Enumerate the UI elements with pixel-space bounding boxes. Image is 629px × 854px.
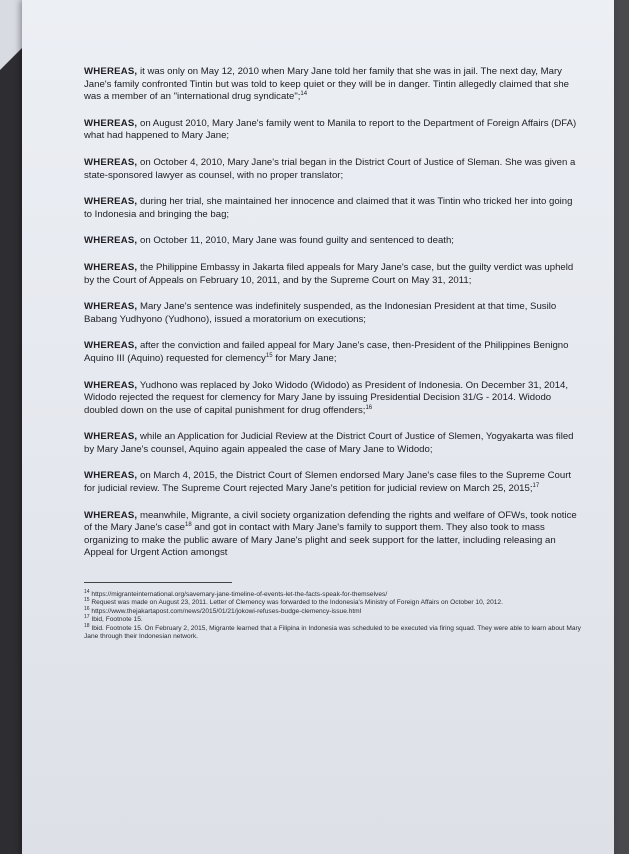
footnote-ref: 16 [365,404,373,411]
paragraph-8: WHEREAS, after the conviction and failed appeal for Mary Jane's case, then-President of the Philippines Benigno Aquino III (Aquino) requested for clemency$^{15}$ for Mary Jane; [84,340,569,364]
footnote-16: $^{16}$ https://www.thejakartapost.com/news/2015/01/21/jokowi-refuses-budge-clemency-issue.html [84,605,362,615]
footnote-18: $^{18}$ Ibid. Footnote 15. On February 2, 2015, Migrante learned that a Filipina in Indonesia was scheduled to be executed via firing squad. They were able to learn about Mary Jane through their Indonesian network. [84,622,581,641]
paragraph-12: WHEREAS, meanwhile, Migrante, a civil society organization defending the rights and welfare of OFWs, took notice of the Mary Jane's case$^{18}$ and got in contact with Mary Jane's family to support them. They also took to mass organizing to make the public aware of Mary Jane's plight and seek support for the latter, including releasing an Appeal for Urgent Action amongst [84,509,577,559]
paragraph-6: WHEREAS, the Philippine Embassy in Jakarta filed appeals for Mary Jane's case, but the guilty verdict was upheld by the Court of Appeals on February 10, 2011, and by the Supreme Court on May 31, 2011; [84,261,574,286]
document-body [84,66,582,641]
footnote-divider [84,582,232,583]
paragraph-5: WHEREAS, on October 11, 2010, Mary Jane was found guilty and sentenced to death; [84,235,454,247]
footnote-ref: 15 [265,352,273,359]
paragraph-7: WHEREAS, Mary Jane's sentence was indefinitely suspended, as the Indonesian President at that time, Susilo Babang Yudhyono (Yudhono), issued a moratorium on executions; [84,301,557,325]
paragraph-4: WHEREAS, during her trial, she maintained her innocence and claimed that it was Tintin who tricked her into going to Indonesia and bringing the bag; [84,196,573,220]
paragraph-3: WHEREAS, on October 4, 2010, Mary Jane's trial began in the District Court of Justice of Sleman. She was given a state-sponsored lawyer as counsel, with no proper translator; [84,156,576,181]
footnote-15: $^{15}$ Request was made on August 23, 2011. Letter of Clemency was forwarded to the Indonesia's Ministry of Foreign Affairs on October 10, 2012. [84,597,503,607]
footnote-ref: 17 [532,482,540,489]
paragraph-9: WHEREAS, Yudhono was replaced by Joko Widodo (Widodo) as President of Indonesia. On December 31, 2014, Widodo rejected the request for clemency for Mary Jane by issuing Presidential Decision 31/G - 2014. Widodo doubled down on the use of capital punishment for drug offenders;$^{16}$ [84,379,569,416]
paragraph-11: WHEREAS, on March 4, 2015, the District Court of Slemen endorsed Mary Jane's case files to the Supreme Court for judicial review. The Supreme Court rejected Mary Jane's petition for judicial review on March 25, 2015;$^{17}$ [84,470,572,495]
footnote-ref: 14 [300,91,308,97]
footnote-14: $^{14}$ https://migranteinternational.org/savemary-jane-timeline-of-events-let-the-facts-speak-for-themselves/ [84,588,388,599]
footnote-ref: 18 [185,522,192,529]
paragraph-10: WHEREAS, while an Application for Judicial Review at the District Court of Justice of Slemen, Yogyakarta was filed by Mary Jane's counsel, Aquino again appealed the case of Mary Jane to Widodo; [84,431,574,455]
document-page [22,0,614,854]
paragraph-2: WHEREAS, on August 2010, Mary Jane's family went to Manila to report to the Department of Foreign Affairs (DFA) what had happened to Mary Jane; [84,117,577,142]
footnote-17: $^{17}$ Ibid, Footnote 15. [84,614,143,624]
paragraph-1: WHEREAS, it was only on May 12, 2010 when Mary Jane told her family that she was in jail. The next day, Mary Jane's family confronted Tintin but was told to keep quiet or they will be in danger. Tintin allegedly claimed that she was a member of an "international drug syndicate";$^{14}$ [84,66,569,103]
